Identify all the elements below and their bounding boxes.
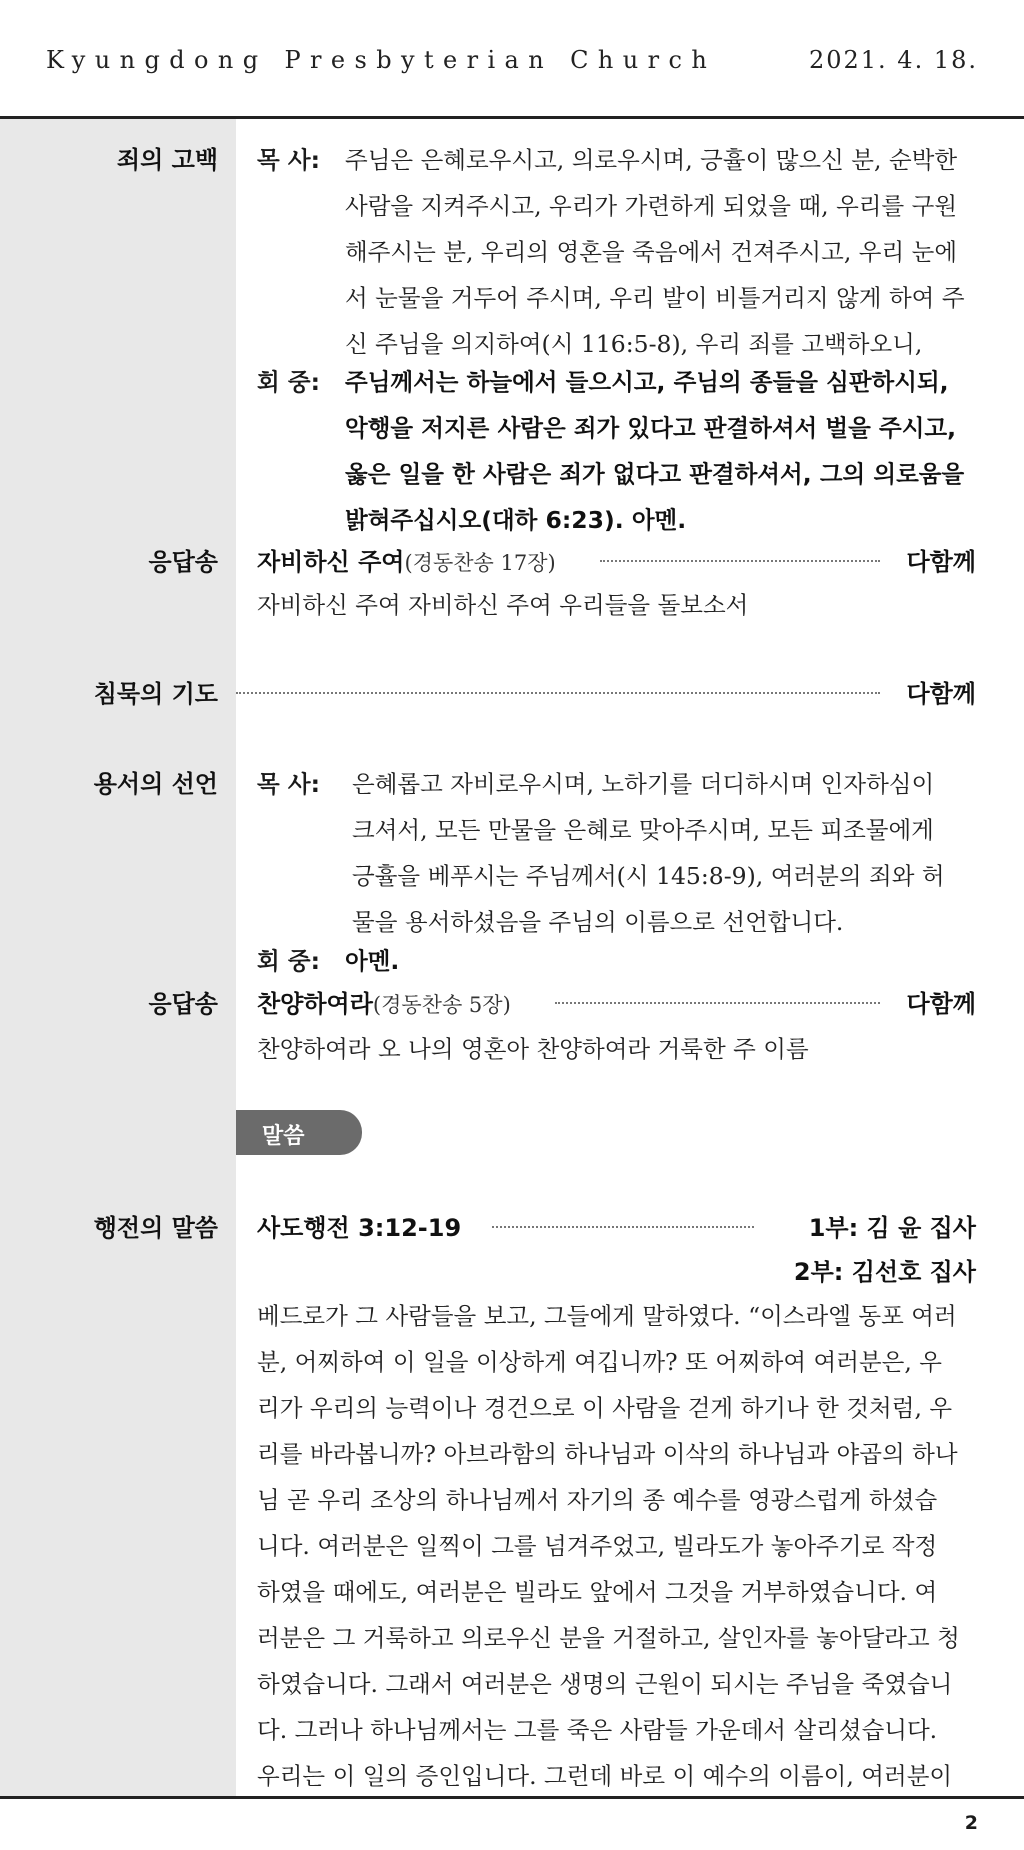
response-hymn-label: 응답송 xyxy=(148,990,218,1018)
participant: 다함께 xyxy=(906,990,976,1018)
scripture-line: 베드로가 그 사람들을 보고, 그들에게 말하였다. “이스라엘 동포 여러 xyxy=(257,1302,957,1330)
confession-pastor-line: 주님은 은혜로우시고, 의로우시며, 긍휼이 많으신 분, 순박한 xyxy=(345,146,958,174)
congregation-role: 회 중: xyxy=(257,368,320,396)
absolution-congregation-text: 아멘. xyxy=(345,947,400,975)
scripture-line: 님 곧 우리 조상의 하나님께서 자기의 종 예수를 영광스럽게 하셨습 xyxy=(257,1486,938,1514)
section-tab-label: 말씀 xyxy=(262,1124,305,1149)
scripture-line: 하였을 때에도, 여러분은 빌라도 앞에서 그것을 거부하였습니다. 여 xyxy=(257,1578,938,1606)
silent-prayer-label: 침묵의 기도 xyxy=(93,680,218,708)
footer-rule xyxy=(0,1796,1024,1799)
absolution-pastor-line: 크셔서, 모든 만물을 은혜로 맞아주시며, 모든 피조물에게 xyxy=(352,816,934,844)
confession-congregation-line: 주님께서는 하늘에서 들으시고, 주님의 종들을 심판하시되, xyxy=(345,368,949,396)
confession-pastor-line: 해주시는 분, 우리의 영혼을 죽음에서 건져주시고, 우리 눈에 xyxy=(345,238,958,266)
confession-congregation-line: 밝혀주십시오(대하 6:23). 아멘. xyxy=(345,506,687,534)
section-tab-word xyxy=(236,1110,362,1155)
absolution-label: 용서의 선언 xyxy=(93,770,218,798)
participant: 다함께 xyxy=(906,680,976,708)
hymn-title-text: 자비하신 주여 xyxy=(257,548,405,576)
hymn-number: (경동찬송 5장) xyxy=(372,993,511,1017)
hymn-number: (경동찬송 17장) xyxy=(404,551,556,575)
reader-first-service: 1부: 김 윤 집사 xyxy=(808,1214,976,1242)
confession-label: 죄의 고백 xyxy=(116,146,218,174)
confession-pastor-line: 사람을 지켜주시고, 우리가 가련하게 되었을 때, 우리를 구원 xyxy=(345,192,958,220)
response-hymn-label: 응답송 xyxy=(148,548,218,576)
confession-pastor-line: 서 눈물을 거두어 주시며, 우리 발이 비틀거리지 않게 하여 주 xyxy=(345,284,965,312)
confession-pastor-line: 신 주님을 의지하여(시 116:5-8), 우리 죄를 고백하오니, xyxy=(345,330,923,358)
reading-label: 행전의 말씀 xyxy=(93,1214,218,1242)
confession-congregation-line: 옳은 일을 한 사람은 죄가 없다고 판결하셔서, 그의 의로움을 xyxy=(345,460,965,488)
hymn-lyric: 찬양하여라 오 나의 영혼아 찬양하여라 거룩한 주 이름 xyxy=(257,1035,809,1063)
church-name: Kyungdong Presbyterian Church xyxy=(46,46,717,74)
scripture-line: 다. 그러나 하나님께서는 그를 죽은 사람들 가운데서 살리셨습니다. xyxy=(257,1716,938,1744)
dot-leader xyxy=(492,1226,754,1228)
pastor-role: 목 사: xyxy=(257,770,320,798)
dot-leader xyxy=(236,692,880,694)
page-number: 2 xyxy=(964,1812,978,1834)
dot-leader xyxy=(555,1002,880,1004)
absolution-pastor-line: 물을 용서하셨음을 주님의 이름으로 선언합니다. xyxy=(352,908,844,936)
scripture-line: 리를 바라봅니까? 아브라함의 하나님과 이삭의 하나님과 야곱의 하나 xyxy=(257,1440,958,1468)
scripture-line: 니다. 여러분은 일찍이 그를 넘겨주었고, 빌라도가 놓아주기로 작정 xyxy=(257,1532,938,1560)
scripture-line: 하였습니다. 그래서 여러분은 생명의 근원이 되시는 주님을 죽였습니 xyxy=(257,1670,953,1698)
scripture-line: 러분은 그 거룩하고 의로우신 분을 거절하고, 살인자를 놓아달라고 청 xyxy=(257,1624,960,1652)
dot-leader xyxy=(600,560,880,562)
hymn-title xyxy=(257,542,556,577)
confession-congregation-line: 악행을 저지른 사람은 죄가 있다고 판결하셔서 벌을 주시고, xyxy=(345,414,957,442)
hymn-lyric: 자비하신 주여 자비하신 주여 우리들을 돌보소서 xyxy=(257,591,749,619)
scripture-line: 우리는 이 일의 증인입니다. 그런데 바로 이 예수의 이름이, 여러분이 xyxy=(257,1762,953,1790)
label-column xyxy=(0,119,236,1796)
hymn-title xyxy=(257,984,511,1019)
scripture-line: 분, 어찌하여 이 일을 이상하게 여깁니까? 또 어찌하여 여러분은, 우 xyxy=(257,1348,942,1376)
absolution-pastor-line: 긍휼을 베푸시는 주님께서(시 145:8-9), 여러분의 죄와 허 xyxy=(352,862,945,890)
absolution-pastor-line: 은혜롭고 자비로우시며, 노하기를 더디하시며 인자하심이 xyxy=(352,770,935,798)
bulletin-date: 2021. 4. 18. xyxy=(808,46,978,74)
page-header xyxy=(0,0,1024,117)
participant: 다함께 xyxy=(906,548,976,576)
congregation-role: 회 중: xyxy=(257,947,320,975)
hymn-title-text: 찬양하여라 xyxy=(257,990,373,1018)
reader-second-service: 2부: 김선호 집사 xyxy=(793,1258,976,1286)
scripture-line: 리가 우리의 능력이나 경건으로 이 사람을 걷게 하기나 한 것처럼, 우 xyxy=(257,1394,953,1422)
pastor-role: 목 사: xyxy=(257,146,320,174)
scripture-reference: 사도행전 3:12-19 xyxy=(257,1214,462,1242)
